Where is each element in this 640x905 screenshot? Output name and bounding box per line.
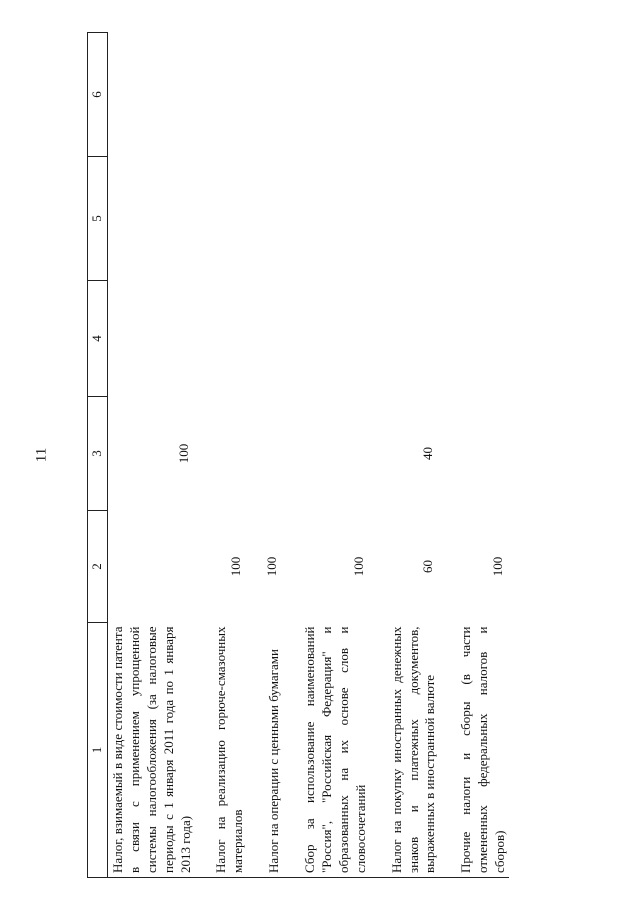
table-row: [211, 33, 247, 878]
row-spacer: [194, 33, 211, 878]
rotated-table-wrapper: [87, 33, 509, 878]
value-cell: 100: [175, 443, 191, 464]
value-cell: [211, 397, 247, 511]
value-cell: 100: [490, 556, 506, 577]
value-cell: [264, 397, 283, 511]
column-header-3: 3: [88, 397, 108, 511]
value-cell: 40: [420, 447, 436, 460]
value-cell: [264, 33, 283, 157]
value-cell: [211, 33, 247, 157]
value-cell: [456, 281, 509, 397]
column-header-6: 6: [88, 33, 108, 157]
value-cell: [108, 33, 195, 157]
value-cell: 100: [228, 556, 244, 577]
column-header-1: 1: [88, 623, 108, 878]
table-row: [108, 33, 195, 878]
tax-name-cell: Прочие налоги и сборы (в части отмененных федеральных налогов и сборов): [456, 623, 509, 878]
value-cell: [387, 157, 440, 281]
value-cell: [300, 157, 370, 281]
column-header-2: 2: [88, 511, 108, 623]
value-cell: 60: [420, 560, 436, 573]
value-cell: [300, 281, 370, 397]
header-row: [88, 33, 108, 878]
value-cell: [108, 157, 195, 281]
column-header-5: 5: [88, 157, 108, 281]
tax-name-cell: Налог на реализацию горюче-смазочных материалов: [211, 623, 247, 878]
value-cell: [387, 281, 440, 397]
column-header-4: 4: [88, 281, 108, 397]
tax-name-cell: Сбор за использование наименований "Россия", "Российская Федерация" и образованных на их основе слов и словосочетаний: [300, 623, 370, 878]
value-cell: [387, 33, 440, 157]
value-cell: [456, 397, 509, 511]
tax-name-cell: Налог на операции с ценными бумагами: [264, 623, 283, 878]
table-row: [387, 33, 440, 878]
row-spacer: [439, 33, 456, 878]
tax-name-cell: Налог на покупку иностранных денежных знаков и платежных документов, выраженных в иностранной валюте: [387, 623, 440, 878]
tax-name-cell: Налог, взимаемый в виде стоимости патента в связи с применением упрощенной системы налогообложения (за налоговые периоды с 1 января 2011 года по 1 января 2013 года): [108, 623, 195, 878]
value-cell: [211, 281, 247, 397]
value-cell: [108, 511, 195, 623]
page-number: 11: [33, 447, 50, 463]
table-row: [300, 33, 370, 878]
value-cell: [456, 33, 509, 157]
table-row: [264, 33, 283, 878]
value-cell: 100: [264, 556, 280, 577]
value-cell: [300, 397, 370, 511]
table-row: [456, 33, 509, 878]
value-cell: [264, 157, 283, 281]
value-cell: [211, 157, 247, 281]
tax-distribution-table: [87, 32, 509, 878]
value-cell: 100: [350, 556, 366, 577]
value-cell: [300, 33, 370, 157]
value-cell: [264, 281, 283, 397]
value-cell: [108, 281, 195, 397]
row-spacer: [370, 33, 387, 878]
row-spacer: [283, 33, 300, 878]
row-spacer: [247, 33, 264, 878]
value-cell: [456, 157, 509, 281]
